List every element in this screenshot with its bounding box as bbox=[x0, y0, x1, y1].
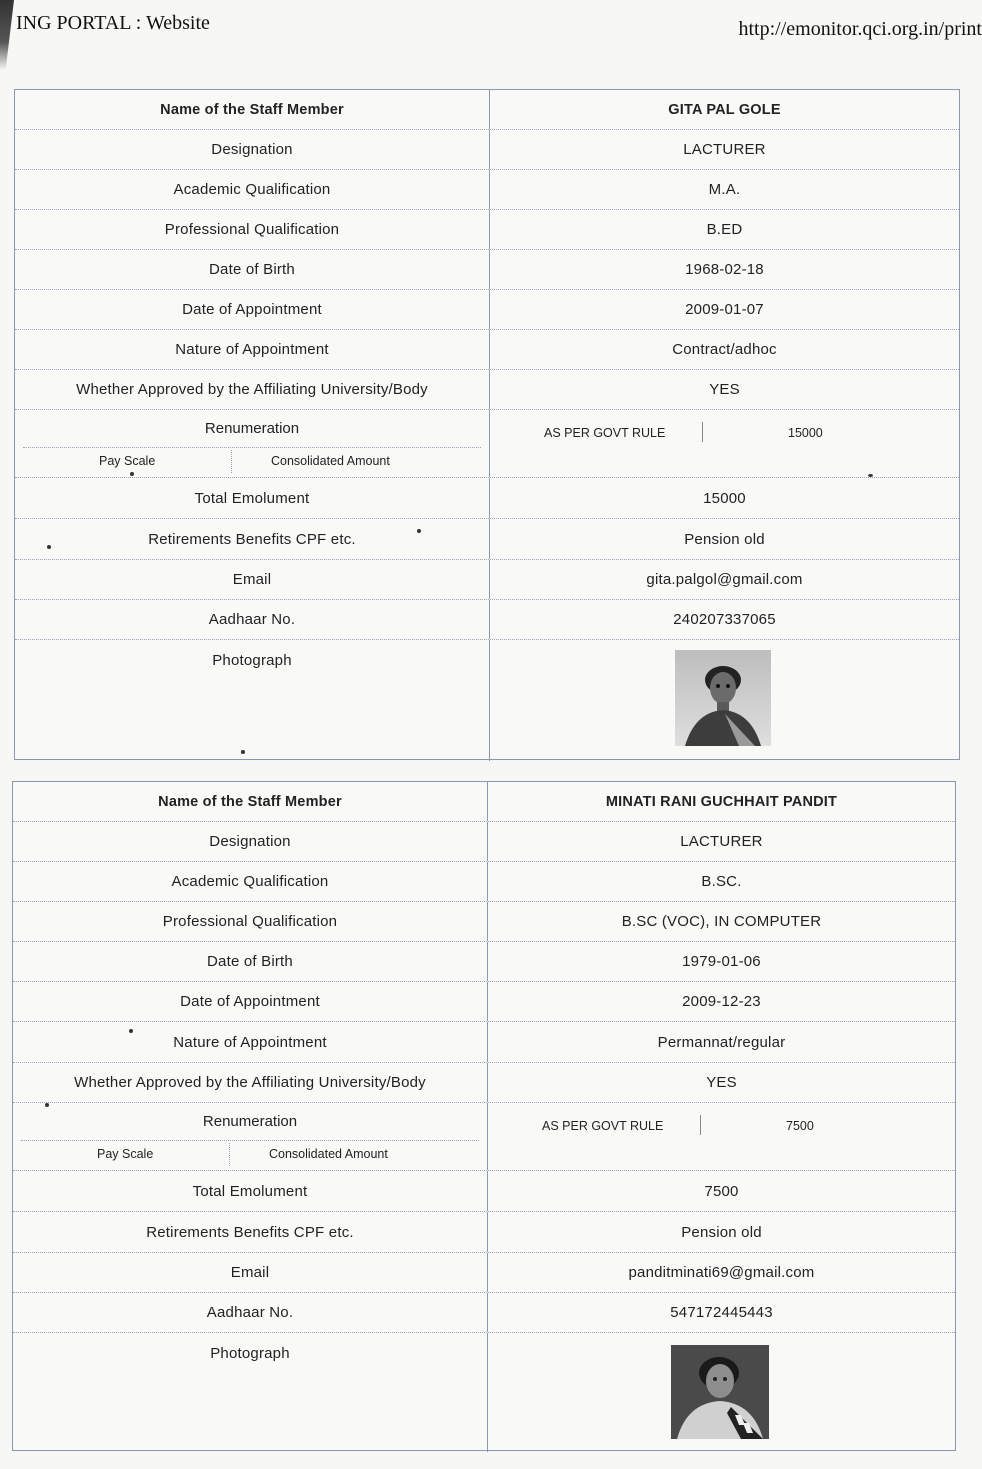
value-nature: Contract/adhoc bbox=[489, 330, 959, 369]
label-photograph: Photograph bbox=[210, 1345, 290, 1362]
label-pay-scale: Pay Scale bbox=[99, 454, 156, 468]
label-name: Name of the Staff Member bbox=[160, 101, 344, 118]
value-total: 7500 bbox=[487, 1171, 955, 1211]
label-renumeration: Renumeration bbox=[21, 1103, 479, 1141]
row-academic bbox=[13, 862, 955, 902]
label-academic: Academic Qualification bbox=[171, 873, 329, 890]
row-designation bbox=[15, 130, 959, 170]
row-dob bbox=[13, 942, 955, 982]
value-retirement: Pension old bbox=[489, 519, 959, 559]
value-email: panditminati69@gmail.com bbox=[487, 1253, 955, 1292]
value-dob: 1968-02-18 bbox=[489, 250, 959, 289]
row-academic bbox=[15, 170, 959, 210]
value-dob: 1979-01-06 bbox=[487, 942, 955, 981]
row-email bbox=[13, 1253, 955, 1293]
value-academic: B.SC. bbox=[487, 862, 955, 901]
label-renumeration: Renumeration bbox=[23, 410, 481, 448]
value-doa: 2009-01-07 bbox=[489, 290, 959, 329]
value-consolidated: 15000 bbox=[788, 426, 823, 440]
value-approved: YES bbox=[489, 370, 959, 409]
value-nature: Permannat/regular bbox=[487, 1022, 955, 1062]
label-nature: Nature of Appointment bbox=[175, 341, 329, 358]
scan-speck bbox=[129, 1029, 133, 1033]
value-retirement: Pension old bbox=[487, 1212, 955, 1252]
label-dob: Date of Birth bbox=[209, 261, 295, 278]
label-approved: Whether Approved by the Affiliating University/Body bbox=[74, 1074, 426, 1091]
scan-speck bbox=[241, 750, 245, 754]
value-doa: 2009-12-23 bbox=[487, 982, 955, 1021]
label-doa: Date of Appointment bbox=[182, 301, 322, 318]
label-name: Name of the Staff Member bbox=[158, 793, 342, 810]
label-pay-scale: Pay Scale bbox=[97, 1147, 154, 1161]
divider bbox=[702, 422, 703, 442]
value-consolidated: 7500 bbox=[786, 1119, 814, 1133]
row-total bbox=[13, 1171, 955, 1212]
row-retirement bbox=[15, 519, 959, 560]
value-email: gita.palgol@gmail.com bbox=[489, 560, 959, 599]
scan-speck bbox=[47, 545, 51, 549]
label-total: Total Emolument bbox=[192, 1182, 308, 1200]
row-aadhaar bbox=[13, 1293, 955, 1333]
label-doa: Date of Appointment bbox=[180, 993, 320, 1010]
photo-cell bbox=[487, 1333, 955, 1452]
row-professional bbox=[15, 210, 959, 250]
staff-table-1 bbox=[14, 89, 960, 760]
label-aadhaar: Aadhaar No. bbox=[206, 1304, 294, 1321]
value-professional: B.SC (VOC), IN COMPUTER bbox=[487, 902, 955, 941]
row-email bbox=[15, 560, 959, 600]
divider bbox=[229, 1143, 230, 1166]
row-professional bbox=[13, 902, 955, 942]
divider bbox=[700, 1115, 701, 1135]
scan-edge-mark bbox=[0, 0, 14, 70]
scan-speck bbox=[130, 472, 134, 476]
photo-cell bbox=[489, 640, 959, 761]
row-photograph bbox=[15, 640, 959, 761]
label-approved: Whether Approved by the Affiliating University/Body bbox=[76, 381, 428, 398]
row-doa bbox=[13, 982, 955, 1022]
label-designation: Designation bbox=[209, 833, 291, 850]
value-aadhaar: 240207337065 bbox=[489, 600, 959, 639]
row-approved bbox=[13, 1063, 955, 1103]
row-nature bbox=[13, 1022, 955, 1063]
value-aadhaar: 547172445443 bbox=[487, 1293, 955, 1332]
label-email: Email bbox=[230, 1264, 270, 1281]
value-name: GITA PAL GOLE bbox=[489, 90, 959, 129]
row-aadhaar bbox=[15, 600, 959, 640]
row-doa bbox=[15, 290, 959, 330]
label-total: Total Emolument bbox=[194, 489, 310, 507]
row-renumeration bbox=[15, 410, 959, 478]
value-name: MINATI RANI GUCHHAIT PANDIT bbox=[487, 782, 955, 821]
scan-speck bbox=[45, 1103, 49, 1107]
row-renumeration bbox=[13, 1103, 955, 1171]
label-retirement: Retirements Benefits CPF etc. bbox=[146, 1223, 354, 1241]
value-professional: B.ED bbox=[489, 210, 959, 249]
row-dob bbox=[15, 250, 959, 290]
label-email: Email bbox=[232, 571, 272, 588]
label-academic: Academic Qualification bbox=[173, 181, 331, 198]
row-designation bbox=[13, 822, 955, 862]
value-academic: M.A. bbox=[489, 170, 959, 209]
value-total: 15000 bbox=[489, 478, 959, 518]
label-consolidated: Consolidated Amount bbox=[271, 454, 390, 468]
label-designation: Designation bbox=[211, 141, 293, 158]
staff-table-2 bbox=[12, 781, 956, 1451]
label-dob: Date of Birth bbox=[207, 953, 293, 970]
row-name bbox=[13, 782, 955, 822]
value-designation: LACTURER bbox=[489, 130, 959, 169]
staff-photo bbox=[675, 650, 771, 746]
label-photograph: Photograph bbox=[212, 652, 292, 669]
value-pay-rule: AS PER GOVT RULE bbox=[542, 1119, 664, 1133]
print-url: http://emonitor.qci.org.in/print bbox=[738, 18, 982, 40]
row-name bbox=[15, 90, 959, 130]
value-designation: LACTURER bbox=[487, 822, 955, 861]
label-retirement: Retirements Benefits CPF etc. bbox=[148, 530, 356, 548]
value-pay-rule: AS PER GOVT RULE bbox=[544, 426, 666, 440]
portal-title: ING PORTAL : Website bbox=[16, 12, 210, 34]
label-professional: Professional Qualification bbox=[162, 913, 338, 930]
row-nature bbox=[15, 330, 959, 370]
row-retirement bbox=[13, 1212, 955, 1253]
label-nature: Nature of Appointment bbox=[173, 1033, 327, 1051]
scan-speck bbox=[417, 529, 421, 533]
label-consolidated: Consolidated Amount bbox=[269, 1147, 388, 1161]
scan-speck bbox=[868, 474, 873, 477]
row-photograph bbox=[13, 1333, 955, 1452]
label-aadhaar: Aadhaar No. bbox=[208, 611, 296, 628]
row-approved bbox=[15, 370, 959, 410]
staff-photo bbox=[671, 1345, 769, 1439]
row-total bbox=[15, 478, 959, 519]
value-approved: YES bbox=[487, 1063, 955, 1102]
divider bbox=[231, 450, 232, 473]
label-professional: Professional Qualification bbox=[164, 221, 340, 238]
